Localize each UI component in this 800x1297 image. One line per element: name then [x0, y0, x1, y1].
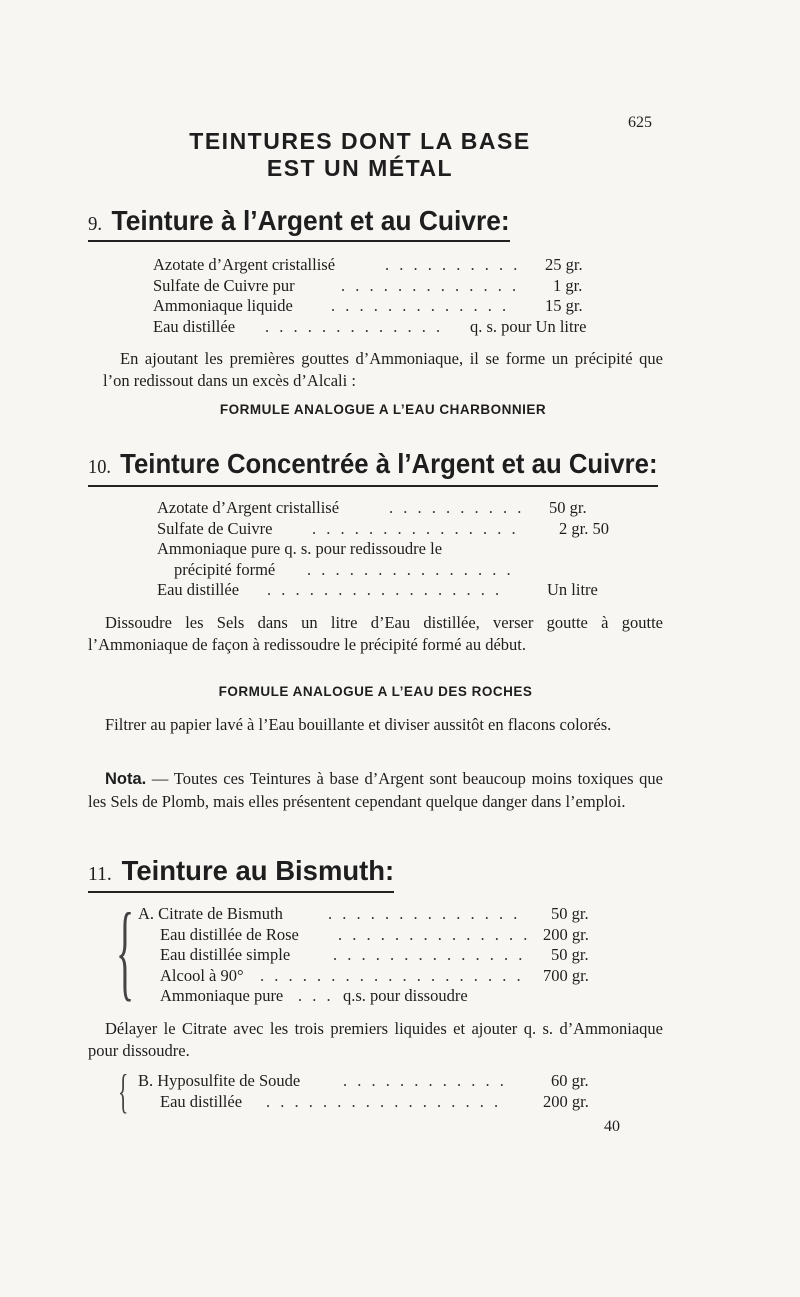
- ingredient-name: Eau distillée: [160, 1091, 243, 1111]
- section-10-recipe: [157, 498, 627, 601]
- leader-dots: . . . . . . . . . . . . . . . . .: [267, 580, 503, 599]
- recipe-row: [153, 317, 613, 338]
- section-11-recipe-a: [138, 904, 608, 1007]
- section-10-underline: [88, 485, 658, 487]
- leader-dots: . . . . . . . . . . . . . .: [333, 945, 526, 964]
- curly-brace-b: {: [118, 1065, 129, 1118]
- section-11-number: 11.: [88, 863, 112, 885]
- section-9-title: Teinture à l’Argent et au Cuivre:: [111, 205, 510, 236]
- ingredient-quantity: 200 gr.: [543, 924, 589, 944]
- ingredient-name: Sulfate de Cuivre pur: [153, 275, 295, 295]
- section-9-recipe: [153, 255, 613, 337]
- section-9-number: 9.: [88, 213, 103, 235]
- ingredient-quantity: 50 gr.: [551, 904, 589, 923]
- section-11-paragraph: Délayer le Citrate avec les trois premiers liquides et ajouter q. s. d’Ammoniaque pour dissoudre.: [88, 1019, 663, 1060]
- ingredient-quantity: 700 gr.: [543, 965, 589, 985]
- recipe-row: [138, 925, 608, 946]
- ingredient-name: Ammoniaque liquide: [153, 296, 293, 315]
- section-11-heading: [88, 855, 394, 887]
- recipe-row: [157, 519, 627, 540]
- ingredient-name: Ammoniaque pure q. s. pour redissoudre le: [157, 539, 443, 558]
- page-title-line-2: EST UN MÉTAL: [266, 155, 454, 181]
- ingredient-quantity: 200 gr.: [543, 1091, 589, 1111]
- leader-dots: . . . . . . . . . .: [389, 498, 525, 517]
- section-10-heading: [88, 448, 658, 480]
- recipe-row: [157, 560, 627, 581]
- leader-dots: . . . . . . . . . . . . . .: [338, 924, 531, 944]
- recipe-row: [153, 276, 613, 297]
- section-11-title: Teinture au Bismuth:: [121, 855, 395, 886]
- footer-signature-number: 40: [604, 1118, 620, 1135]
- section-10-paragraph: Dissoudre les Sels dans un litre d’Eau distillée, verser goutte à goutte l’Ammoniaque de façon à redissoudre le précipité formé au début.: [88, 613, 663, 654]
- recipe-row: [157, 498, 627, 519]
- nota-label: Nota.: [105, 770, 147, 788]
- recipe-row: [157, 539, 627, 560]
- section-9-heading: [88, 205, 510, 237]
- leader-dots: . . . . . . . . . . . . .: [331, 296, 510, 315]
- section-9-underline: [88, 240, 510, 242]
- section-10-formula: FORMULE ANALOGUE A L’EAU DES ROCHES: [218, 684, 533, 699]
- nota-text: — Toutes ces Teintures à base d’Argent sont beaucoup moins toxiques que les Sels de Plomb, mais elles présentent cependant quelque danger dans l’emploi.: [88, 769, 663, 811]
- section-10-nota: [88, 768, 663, 812]
- ingredient-quantity: 15 gr.: [545, 296, 583, 315]
- leader-dots: . . . . . . . . . . . . .: [341, 275, 520, 295]
- ingredient-name: Eau distillée de Rose: [160, 924, 299, 944]
- ingredient-name: Ammoniaque pure: [160, 986, 284, 1005]
- ingredient-name: Azotate d’Argent cristallisé: [153, 255, 336, 274]
- leader-dots: . . . . . . . . . . . . . . . . .: [266, 1091, 502, 1111]
- ingredient-name: Eau distillée: [157, 580, 240, 599]
- leader-dots: . . . . . . . . . . . .: [343, 1071, 507, 1090]
- leader-dots: . . . . . . . . . . . . . . . . . . .: [260, 965, 524, 985]
- ingredient-quantity: q.s. pour dissoudre: [343, 986, 468, 1005]
- leader-dots: . . . . . . . . . . . . . . .: [312, 518, 519, 538]
- section-9-formula: FORMULE ANALOGUE A L’EAU CHARBONNIER: [219, 402, 547, 417]
- recipe-row: [153, 296, 613, 317]
- leader-dots: . . . . . . . . . .: [385, 255, 521, 274]
- recipe-row: [153, 255, 613, 276]
- ingredient-quantity: 25 gr.: [545, 255, 583, 274]
- leader-dots: . . . . . . . . . . . . . . .: [307, 559, 514, 579]
- section-10-number: 10.: [88, 456, 111, 478]
- ingredient-quantity: 50 gr.: [549, 498, 587, 517]
- ingredient-name: B. Hyposulfite de Soude: [138, 1071, 301, 1090]
- ingredient-name: Eau distillée simple: [160, 945, 291, 964]
- ingredient-quantity: 50 gr.: [551, 945, 589, 964]
- recipe-row: [138, 904, 608, 925]
- section-10-title: Teinture Concentrée à l’Argent et au Cuivre:: [120, 448, 658, 479]
- ingredient-quantity: 1 gr.: [553, 275, 583, 295]
- curly-brace-a: {: [116, 892, 135, 1011]
- recipe-row: [138, 986, 608, 1007]
- leader-dots: . . . . . . . . . . . . .: [265, 316, 444, 336]
- recipe-row: [138, 1071, 608, 1092]
- leader-dots: . . .: [298, 986, 334, 1005]
- recipe-row: [138, 1092, 608, 1113]
- ingredient-name: Alcool à 90°: [160, 965, 244, 985]
- ingredient-name: A. Citrate de Bismuth: [138, 904, 283, 923]
- page-title: [100, 128, 620, 182]
- ingredient-name: Sulfate de Cuivre: [157, 518, 273, 538]
- page-title-line-1: TEINTURES DONT LA BASE: [189, 128, 531, 154]
- section-11-recipe-b: [138, 1071, 608, 1112]
- ingredient-quantity: 2 gr. 50: [559, 518, 609, 538]
- ingredient-quantity: Un litre: [547, 580, 598, 599]
- recipe-row: [138, 966, 608, 987]
- recipe-row: [138, 945, 608, 966]
- ingredient-name: Azotate d’Argent cristallisé: [157, 498, 340, 517]
- section-9-paragraph: En ajoutant les premières gouttes d’Ammoniaque, il se forme un précipité que l’on redissout dans un excès d’Alcali :: [103, 349, 663, 390]
- recipe-row: [157, 580, 627, 601]
- ingredient-name: précipité formé: [174, 559, 276, 579]
- ingredient-quantity: q. s. pour Un litre: [470, 316, 587, 336]
- leader-dots: . . . . . . . . . . . . . .: [328, 904, 521, 923]
- ingredient-name: Eau distillée: [153, 316, 236, 336]
- section-10-filter-paragraph: Filtrer au papier lavé à l’Eau bouillante et diviser aussitôt en flacons colorés.: [105, 715, 612, 734]
- ingredient-quantity: 60 gr.: [551, 1071, 589, 1090]
- page-number: 625: [628, 114, 652, 131]
